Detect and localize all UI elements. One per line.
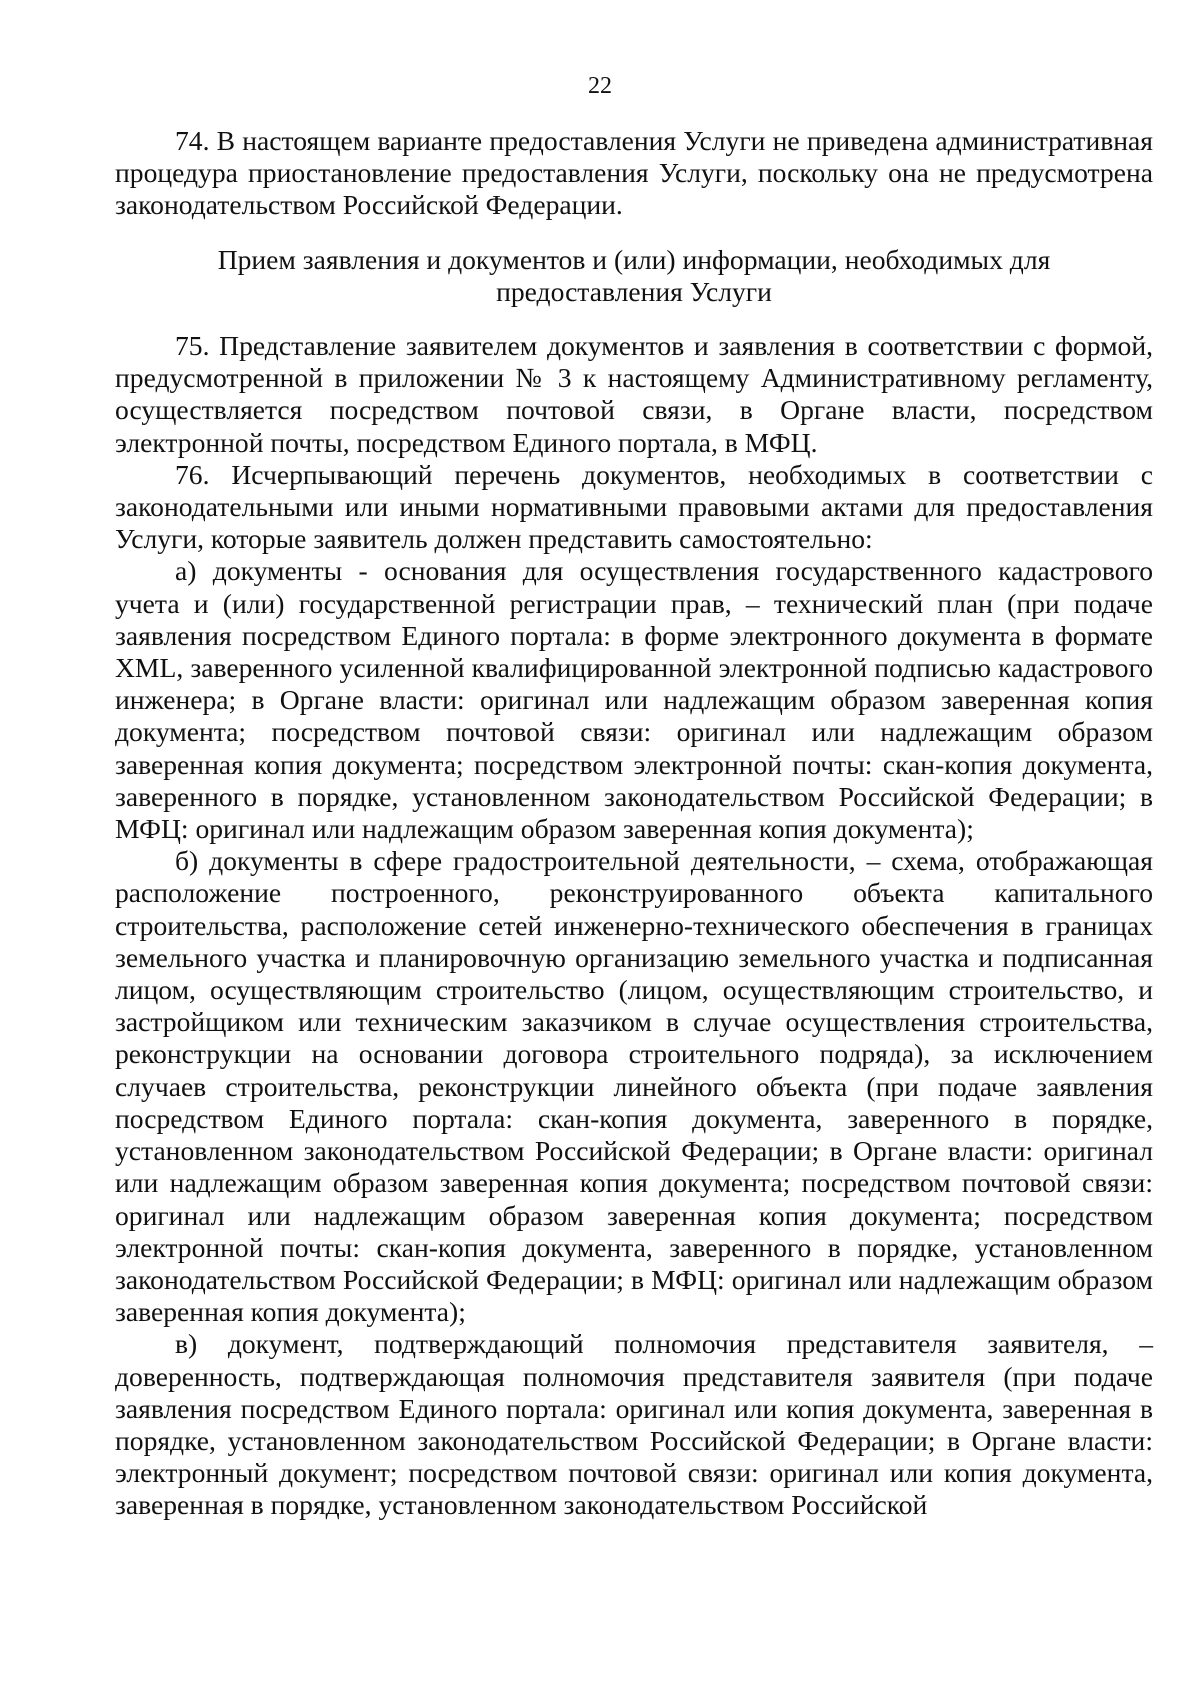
paragraph-74: 74. В настоящем варианте предоставления Услуги не приведена административная процедура приостановление предоставления Услуги, поскольку она не предусмотрена законодательством Российской Федерации.	[115, 125, 1153, 221]
section-heading-line-1: Прием заявления и документов и (или) информации, необходимых для	[217, 243, 1051, 275]
list-item-v: в) документ, подтверждающий полномочия представителя заявителя, – доверенность, подтверждающая полномочия представителя заявителя (при подаче заявления посредством Единого портала: оригинал или копия документа, заверенная в порядке, установленном законодательством Российской Федерации; в Органе власти: электронный документ; посредством почтовой связи: оригинал или копия документа, заверенная в порядке, установленном законодательством Российской	[115, 1328, 1153, 1521]
list-item-a: а) документы - основания для осуществления государственного кадастрового учета и (или) государственной регистрации прав, – технический план (при подаче заявления посредством Единого портала: в форме электронного документа в формате XML, заверенного усиленной квалифицированной электронной подписью кадастрового инженера; в Органе власти: оригинал или надлежащим образом заверенная копия документа; посредством почтовой связи: оригинал или надлежащим образом заверенная копия документа; посредством электронной почты: скан-копия документа, заверенного в порядке, установленном законодательством Российской Федерации; в МФЦ: оригинал или надлежащим образом заверенная копия документа);	[115, 555, 1153, 845]
document-body	[115, 125, 1153, 1522]
list-item-b: б) документы в сфере градостроительной деятельности, – схема, отображающая расположение построенного, реконструированного объекта капитального строительства, расположение сетей инженерно-технического обеспечения в границах земельного участка и планировочную организацию земельного участка и подписанная лицом, осуществляющим строительство (лицом, осуществляющим строительство, и застройщиком или техническим заказчиком в случае осуществления строительства, реконструкции на основании договора строительного подряда), за исключением случаев строительства, реконструкции линейного объекта (при подаче заявления посредством Единого портала: скан-копия документа, заверенного в порядке, установленном законодательством Российской Федерации; в Органе власти: оригинал или надлежащим образом заверенная копия документа; посредством почтовой связи: оригинал или надлежащим образом заверенная копия документа; посредством электронной почты: скан-копия документа, заверенного в порядке, установленном законодательством Российской Федерации; в МФЦ: оригинал или надлежащим образом заверенная копия документа);	[115, 845, 1153, 1328]
page-number: 22	[588, 73, 612, 99]
paragraph-76: 76. Исчерпывающий перечень документов, необходимых в соответствии с законодательными или иными нормативными правовыми актами для предоставления Услуги, которые заявитель должен представить самостоятельно:	[115, 458, 1153, 555]
section-heading	[115, 244, 1153, 308]
section-heading-line-2: предоставления Услуги	[496, 275, 772, 307]
paragraph-75: 75. Представление заявителем документов и заявления в соответствии с формой, предусмотренной в приложении № 3 к настоящему Административному регламенту, осуществляется посредством почтовой связи, в Органе власти, посредством электронной почты, посредством Единого портала, в МФЦ.	[115, 330, 1153, 458]
